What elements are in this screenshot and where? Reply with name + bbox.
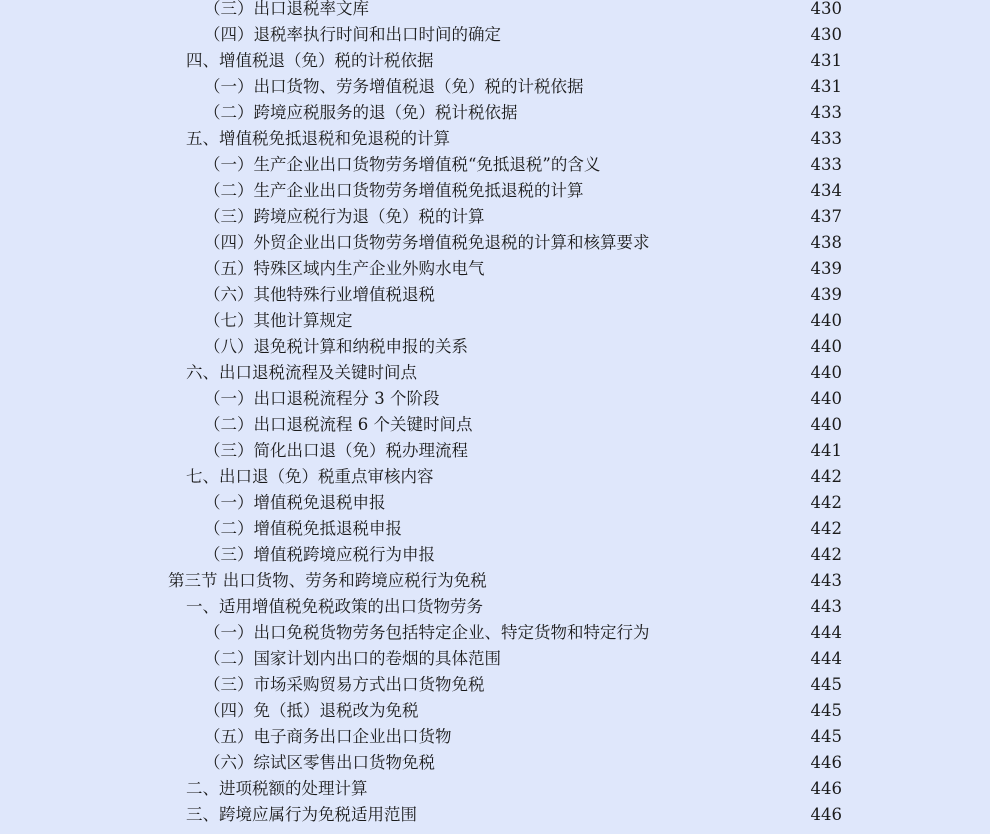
toc-entry-page-number: 443 xyxy=(810,571,842,590)
toc-entry-title: （四）外贸企业出口货物劳务增值税免退税的计算和核算要求 xyxy=(204,233,650,252)
toc-entry-title: （三）跨境应税行为退（免）税的计算 xyxy=(204,207,485,226)
toc-entry-title: （四）免（抵）退税改为免税 xyxy=(204,701,419,720)
toc-entry-page-number: 442 xyxy=(810,493,842,512)
toc-entry-page-number: 440 xyxy=(810,363,842,382)
toc-entry-title: （五）特殊区域内生产企业外购水电气 xyxy=(204,259,485,278)
toc-entry[interactable] xyxy=(0,438,990,464)
toc-entry-page-number: 439 xyxy=(810,259,842,278)
toc-entry[interactable] xyxy=(0,464,990,490)
toc-entry[interactable] xyxy=(0,698,990,724)
toc-entry-title: （三）市场采购贸易方式出口货物免税 xyxy=(204,675,485,694)
toc-entry-page-number: 442 xyxy=(810,467,842,486)
toc-entry[interactable] xyxy=(0,386,990,412)
toc-entry-page-number: 440 xyxy=(810,337,842,356)
toc-entry[interactable] xyxy=(0,126,990,152)
toc-entry-title: （三）增值税跨境应税行为申报 xyxy=(204,545,435,564)
toc-entry-title: 七、出口退（免）税重点审核内容 xyxy=(186,467,434,486)
toc-entry-title: （一）出口退税流程分 3 个阶段 xyxy=(204,389,440,408)
toc-entry-title: （一）生产企业出口货物劳务增值税“免抵退税”的含义 xyxy=(204,155,601,174)
toc-entry-page-number: 442 xyxy=(810,519,842,538)
toc-entry-title: 四、增值税退（免）税的计税依据 xyxy=(186,51,434,70)
toc-entry-page-number: 440 xyxy=(810,389,842,408)
toc-entry[interactable] xyxy=(0,750,990,776)
toc-entry-page-number: 438 xyxy=(810,233,842,252)
toc-entry-title: （四）退税率执行时间和出口时间的确定 xyxy=(204,25,501,44)
toc-entry-page-number: 433 xyxy=(810,155,842,174)
toc-entry[interactable] xyxy=(0,672,990,698)
toc-entry-page-number: 433 xyxy=(810,129,842,148)
toc-entry-page-number: 444 xyxy=(810,623,842,642)
toc-entry-page-number: 445 xyxy=(810,675,842,694)
toc-entry-page-number: 439 xyxy=(810,285,842,304)
toc-entry[interactable] xyxy=(0,542,990,568)
toc-entry-title: 一、适用增值税免税政策的出口货物劳务 xyxy=(186,597,483,616)
toc-entry[interactable] xyxy=(0,490,990,516)
toc-entry-title: （二）国家计划内出口的卷烟的具体范围 xyxy=(204,649,501,668)
toc-entry[interactable] xyxy=(0,48,990,74)
toc-entry-title: （二）生产企业出口货物劳务增值税免抵退税的计算 xyxy=(204,181,584,200)
toc-entry-title: （二）跨境应税服务的退（免）税计税依据 xyxy=(204,103,518,122)
toc-entry[interactable] xyxy=(0,412,990,438)
toc-entry[interactable] xyxy=(0,204,990,230)
toc-entry-title: 三、跨境应属行为免税适用范围 xyxy=(186,805,417,824)
toc-entry-title: （六）其他特殊行业增值税退税 xyxy=(204,285,435,304)
toc-entry-page-number: 446 xyxy=(810,753,842,772)
toc-entry-title: （七）其他计算规定 xyxy=(204,311,353,330)
toc-entry-page-number: 430 xyxy=(810,0,842,18)
toc-entry[interactable] xyxy=(0,776,990,802)
toc-entry-title: （三）出口退税率文库 xyxy=(204,0,369,18)
toc-entry-page-number: 446 xyxy=(810,805,842,824)
toc-entry-page-number: 446 xyxy=(810,779,842,798)
toc-entry-title: （一）增值税免退税申报 xyxy=(204,493,386,512)
toc-entry-title: （二）出口退税流程 6 个关键时间点 xyxy=(204,415,473,434)
toc-entry-title: （二）增值税免抵退税申报 xyxy=(204,519,402,538)
toc-entry[interactable] xyxy=(0,646,990,672)
toc-entry-title: （三）简化出口退（免）税办理流程 xyxy=(204,441,468,460)
toc-entry-page-number: 437 xyxy=(810,207,842,226)
toc-entry-title: （一）出口货物、劳务增值税退（免）税的计税依据 xyxy=(204,77,584,96)
toc-entry[interactable] xyxy=(0,802,990,828)
toc-entry-title: 第三节 出口货物、劳务和跨境应税行为免税 xyxy=(168,571,487,590)
toc-entry-page-number: 434 xyxy=(810,181,842,200)
toc-entry-title: （八）退免税计算和纳税申报的关系 xyxy=(204,337,468,356)
toc-entry-page-number: 431 xyxy=(810,51,842,70)
toc-entry-title: （一）出口免税货物劳务包括特定企业、特定货物和特定行为 xyxy=(204,623,650,642)
toc-entry-page-number: 442 xyxy=(810,545,842,564)
toc-entry-title: 六、出口退税流程及关键时间点 xyxy=(186,363,417,382)
toc-entry[interactable] xyxy=(0,620,990,646)
toc-entry-title: （六）综试区零售出口货物免税 xyxy=(204,753,435,772)
toc-entry[interactable] xyxy=(0,360,990,386)
toc-entry-page-number: 441 xyxy=(810,441,842,460)
toc-entry-page-number: 433 xyxy=(810,103,842,122)
toc-entry-page-number: 431 xyxy=(810,77,842,96)
toc-entry[interactable] xyxy=(0,594,990,620)
toc-entry[interactable] xyxy=(0,256,990,282)
toc-entry[interactable] xyxy=(0,22,990,48)
toc-entry-page-number: 440 xyxy=(810,415,842,434)
toc-entry[interactable] xyxy=(0,0,990,22)
toc-entry[interactable] xyxy=(0,334,990,360)
toc-entry[interactable] xyxy=(0,230,990,256)
toc-entry-page-number: 445 xyxy=(810,701,842,720)
toc-entry-page-number: 430 xyxy=(810,25,842,44)
toc-entry[interactable] xyxy=(0,724,990,750)
toc-entry[interactable] xyxy=(0,100,990,126)
toc-entry-title: （五）电子商务出口企业出口货物 xyxy=(204,727,452,746)
toc-entry-page-number: 443 xyxy=(810,597,842,616)
toc-entry[interactable] xyxy=(0,178,990,204)
toc-entry[interactable] xyxy=(0,282,990,308)
toc-entry-page-number: 445 xyxy=(810,727,842,746)
toc-entry[interactable] xyxy=(0,568,990,594)
toc-entry[interactable] xyxy=(0,308,990,334)
toc-entry-title: 五、增值税免抵退税和免退税的计算 xyxy=(186,129,450,148)
toc-entry[interactable] xyxy=(0,152,990,178)
toc-entry-page-number: 440 xyxy=(810,311,842,330)
toc-entry[interactable] xyxy=(0,516,990,542)
toc-entry-page-number: 444 xyxy=(810,649,842,668)
toc-entry-title: 二、进项税额的处理计算 xyxy=(186,779,368,798)
toc-entry[interactable] xyxy=(0,74,990,100)
